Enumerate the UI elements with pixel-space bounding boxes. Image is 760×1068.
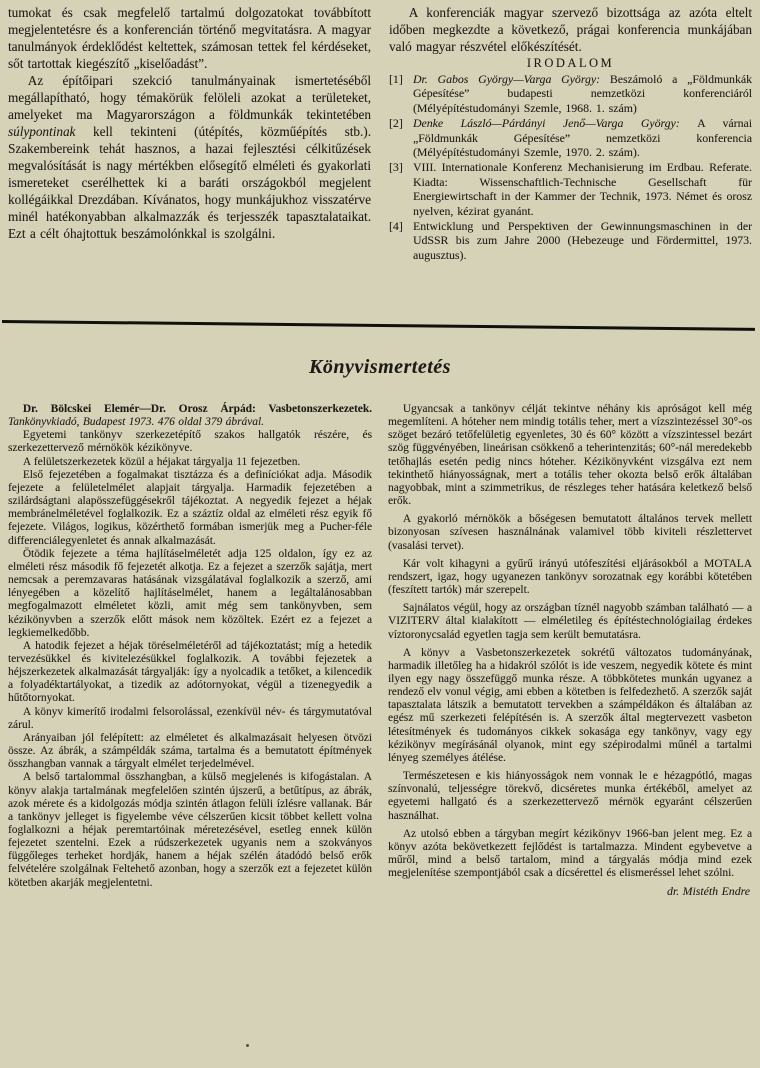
reference-number: [1]	[389, 72, 403, 86]
reference-number: [2]	[389, 116, 403, 131]
reference-text	[413, 116, 752, 159]
paragraph: Első fejezetében a fogalmakat tisztázza és a definíciókat adja. Második fejezete a felületelmélet alapjait tárgyalja. Harmadik fejezetében a szilárdságtani alapösszefüggésekről tájékoztat. A negyedik fejezet a héjak membránelméletével foglalkozik. Ez a száztíz oldal az elméleti rész egyik fő fejezete. Világos, logikus, közérthető formában ismerjük meg a Pucher-féle differenciálegyenletet és annak alkalmazását.	[8, 468, 372, 547]
paragraph: A belső tartalommal összhangban, a külső megjelenés is kifogástalan. A könyv alakja tartalmának megfelelően szintén újszerű, a betűtípus, az ábrák, azok mérete és a kidolgozás módja szintén átlagon felüli ízlésre vallanak. Bár a tankönyv jelleget is figyelembe véve célszerűen kicsit többet kellett volna foglalkozni a héjak peremtartóinak méretezésével, esetleg ennek külön fejezetet szentelni. Ezek a rúdszerkezetek ugyanis nem a szokványos függőleges terheket hordják, hanem a héjak szélén átadódó belső erők felvételére szolgálnak Feltehető azonban, hogy a szerzők ezt a fejezetet külön kötetben akarják megjelentetni.	[8, 771, 372, 889]
reference-body: VIII. Internationale Konferenz Mechanisierung im Erdbau. Referate. Kiadta: Wissenschaftlich-Technische Gesellschaft für Energiewirtschaft in der Kammer der Technik, 1973. Német és orosz nyelven, kézirat gyanánt.	[413, 160, 752, 218]
article-left-column	[8, 4, 371, 263]
reference-item	[389, 116, 752, 159]
paragraph: Sajnálatos végül, hogy az országban tíznél nagyobb számban található — a VIZITERV által kialakított — elméletileg és építéstechnológiailag érdekes víztoronycsalád egyetlen tagja sem került bemutatásra.	[388, 602, 752, 641]
italic-emphasis: súlypontinak	[8, 124, 76, 139]
book-review-section	[8, 356, 752, 903]
reference-item	[389, 219, 752, 262]
book-authors-title: Dr. Bölcskei Elemér—Dr. Orosz Árpád: Vasbetonszerkezetek.	[22, 403, 372, 415]
section-title: Könyvismertetés	[309, 356, 451, 378]
paragraph: A gyakorló mérnökök a bőségesen bemutatott általános tervek mellett bizonyosan szívesen használnának valamivel több kiviteli részlettervet (vasalási tervet).	[388, 513, 752, 552]
reference-item	[389, 160, 752, 218]
paragraph: Arányaiban jól felépített: az elméletet és alkalmazásait helyesen ötvözi össze. Az ábrák, a számpéldák száma, tartalma és a bemutatott építmények összhangban vannak a tárgyalt elmélet terjedelmével.	[8, 731, 372, 771]
article-end-section	[8, 4, 752, 263]
book-heading	[8, 403, 372, 429]
paragraph: Természetesen e kis hiányosságok nem vonnak le e hézagpótló, magas színvonalú, teljességre törekvő, dicséretes munka értékéből, amelyet az egyetemi hallgató és a szerkezettervező mérnök egyaránt célszerűen használhat.	[388, 770, 752, 822]
article-right-column	[389, 4, 752, 263]
review-left-column	[8, 403, 372, 903]
paragraph: A könyv a Vasbetonszerkezetek sokrétű változatos tudományának, harmadik illetőleg ha a hidakról szólót is ide veszem, negyedik kötete és mint ilyen egy nagy összefüggő munka része. A többkötetes munkán ugyanez a rendező elv vonul végig, ami ebben a kötetben is felfedezhető. A szerzők saját tapasztalata látszik a bemutatott tervekben a számpéldákon és általában az egész mű szerkezeti felépítésén is. A szerzők által megtervezett vasbeton létesítmények és tudományos cikkek sokasága egy tankönyv, vagy egy kézikönyv megírásánál olyanok, mint egy szépirodalmi műnél a tartalmi lényeg személyes átélése.	[388, 646, 752, 764]
paragraph: Az utolsó ebben a tárgyban megírt kézikönyv 1966-ban jelent meg. Ez a könyv azóta bekövetkezett fejlődést is tartalmazza. Mindent egybevetve a műről, mind a belső tartalom, mind a tárgyalás módja mind ezek megjelenítése szempontjából csak a dícsérettel és elismeréssel lehet szólni.	[388, 827, 752, 880]
paragraph: A könyv kimerítő irodalmi felsorolással, ezenkívül név- és tárgymutatóval zárul.	[8, 705, 372, 731]
reference-text	[413, 72, 752, 115]
paragraph	[8, 72, 371, 242]
paragraph: A konferenciák magyar szervező bizottsága az azóta eltelt időben megkezdte a következő, prágai konferencia munkájában való magyar részvétel előkészítését.	[389, 5, 752, 54]
reference-item	[389, 72, 752, 115]
reference-authors: Denke László—Párdányi Jenő—Varga György:	[413, 116, 698, 131]
section-divider-rule	[2, 320, 755, 330]
paragraph: Ötödik fejezete a téma hajlításelméletét adja 125 oldalon, így ez az elméleti rész második fő fejezetét alkotja. Ez a fejezet a szerzők sajátja, mert nemcsak a peremzavaras hatásának vizsgálatával foglalkozik a szerző, ami lényegében a közelítő hajlításelmélet, hanem a legáltalánosabban megfogalmazott elméletet közli, amit még sem tankönyvben, sem kézikönyvben a szerzők előtt mások nem közöltek. Ezért ez a fejezet a legkiemelkedőbb.	[8, 547, 372, 639]
reference-number: [4]	[389, 219, 403, 234]
paragraph: Kár volt kihagyni a gyűrű irányú utófeszítési eljárásokból a MOTALA rendszert, igaz, hogy ugyanezen tankönyv sorozatnak egy korábbi kötetében (feszített tartók) már szerepelt.	[388, 557, 752, 597]
paragraph: Ugyancsak a tankönyv célját tekintve néhány kis apróságot kell még megemlíteni. A hóteher nem mindig totális teher, mert a vízszintezéssel 30°-os szöget bezáró tetőfelületig egyenletes, 30 és 60° között a vízszintessel bezárt szög függvényében, lineárisan csökkenő a teherintenzitás; 60°-nál meredekebb tetőhajlás esetén pedig nincs hóteher. Kézikönyvként vizsgálva ezt nem tekinthető hiányosságnak, mert a totális teher okozta belső erők általában nagyobbak, mint a szimmetrikus, de részleges teher hatására keletkező belső erők.	[388, 403, 752, 508]
paragraph: A hatodik fejezet a héjak töréselméletéről ad tájékoztatást; míg a hetedik tervezésükkel és kivitelezésükkel foglalkozik. A további fejezetek a héjszerkezetek alkalmazását tárgyalják: így a nyolcadik a tetőket, a kilencedik a folyadéktartályokat, a tizedik az adótornyokat, végül a tizenegyedik a hűtőtornyokat.	[8, 639, 372, 705]
review-right-paragraphs	[388, 403, 752, 880]
reference-authors: Dr. Gabos György—Varga György:	[413, 72, 610, 86]
references-heading: IRODALOM	[526, 56, 615, 70]
reference-body: A várnai „Földmunkák Gépesítése” nemzetközi konferencia (Mélyépítéstudományi Szemle, 1970. 2. szám).	[413, 116, 752, 160]
paragraph: tumokat és csak megfelelő tartalmú dolgozatokat továbbított megjelentetésre és a konferencián történő megvitatásra. A magyar tanulmányok érdeklődést keltettek, számosan tettek fel kérdéseket, sőt tartottak kiegészítő „kiselőadást”.	[8, 5, 371, 71]
paragraph-text: kell tekinteni (útépítés, közműépítés stb.). Szakembereink tehát hasznos, a hazai fejlesztési célkitűzések megvalósítását is nagy mértékben elősegítő elméleti és gyakorlati ismereteket cserélhettek ki a baráti országokból megjelent kollégáikkal Drezdában. Kívánatos, hogy munkájukhoz visszatérve minél hatékonyabban alkalmazzák és terjesszék tapasztalataikat. Ezt a célt óhajtottuk beszámolónkkal is szolgálni.	[8, 124, 371, 241]
reviewer-signature: dr. Mistéth Endre	[666, 884, 750, 899]
reference-number: [3]	[389, 160, 403, 175]
reference-body: Beszámoló a „Földmunkák Gépesítése” budapesti nemzetközi konferenciáról (Mélyépítéstudományi Szemle, 1968. 1. szám)	[413, 72, 752, 115]
reference-body: Entwicklung und Perspektiven der Gewinnungsmaschinen in der UdSSR bis zum Jahre 2000 (Hebezeuge und Fördermittel, 1973. augusztus).	[413, 219, 752, 262]
references-list	[389, 72, 752, 262]
paragraph-text: Az építőipari szekció tanulmányainak ismertetéséből megállapítható, hogy témakörük felöleli azokat a területeket, amelyeket ma Magyarországon a földmunkák tekintetében	[8, 73, 371, 122]
paragraph: A felületszerkezetek közül a héjakat tárgyalja 11 fejezetben.	[22, 455, 301, 468]
reference-text	[413, 160, 752, 218]
review-right-column	[388, 403, 752, 903]
paragraph: Egyetemi tankönyv szerkezetépítő szakos hallgatók részére, és szerkezettervező mérnökök kézikönyve.	[8, 429, 372, 455]
book-publisher-info: Tankönyvkiadó, Budapest 1973. 476 oldal 379 ábrával.	[8, 416, 264, 429]
reference-text	[413, 219, 752, 262]
scan-dot-mark	[246, 1044, 249, 1047]
review-left-paragraphs	[8, 429, 372, 889]
